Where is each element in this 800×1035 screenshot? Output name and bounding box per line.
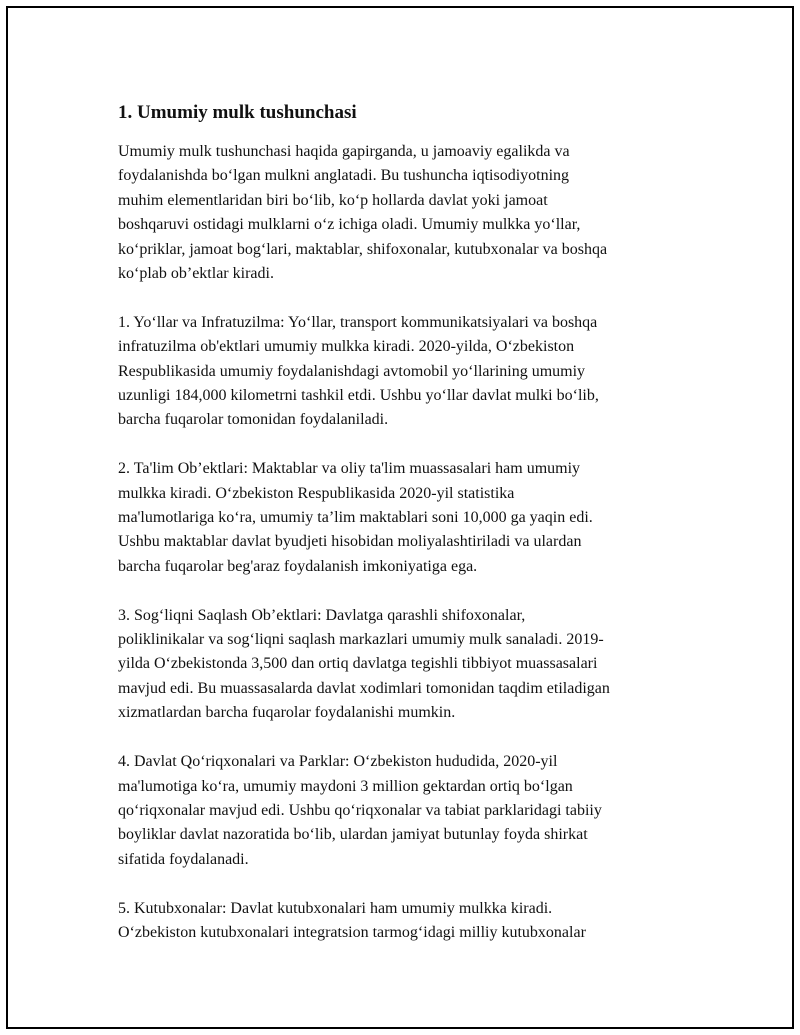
- text-line: xizmatlardan barcha fuqarolar foydalanishi mumkin.: [118, 704, 456, 722]
- text-line: barcha fuqarolar tomonidan foydalaniladi.: [118, 411, 389, 429]
- text-line: ko‘plab ob’ektlar kiradi.: [118, 265, 274, 283]
- text-line: 5. Kutubxonalar: Davlat kutubxonalari ham umumiy mulkka kiradi.: [118, 899, 553, 917]
- text-line: uzunligi 184,000 kilometrni tashkil etdi. Ushbu yo‘llar davlat mulki bo‘lib,: [118, 387, 599, 405]
- paragraph: [118, 140, 693, 286]
- paragraph-list: [118, 140, 693, 945]
- document-body: [118, 100, 693, 970]
- text-line: mulkka kiradi. O‘zbekiston Respublikasida 2020-yil statistika: [118, 484, 515, 502]
- page-frame: [6, 6, 794, 1029]
- text-line: Ushbu maktablar davlat byudjeti hisobidan moliyalashtiriladi va ulardan: [118, 533, 582, 551]
- text-line: mavjud edi. Bu muassasalarda davlat xodimlari tomonidan taqdim etiladigan: [118, 679, 610, 697]
- paragraph: [118, 457, 693, 579]
- paragraph: [118, 750, 693, 872]
- section-title: 1. Umumiy mulk tushunchasi: [118, 102, 357, 123]
- text-line: infratuzilma ob'ektlari umumiy mulkka kiradi. 2020-yilda, O‘zbekiston: [118, 338, 575, 356]
- text-line: ma'lumotlariga ko‘ra, umumiy ta’lim maktablari soni 10,000 ga yaqin edi.: [118, 509, 593, 527]
- text-line: 4. Davlat Qo‘riqxonalari va Parklar: O‘zbekiston hududida, 2020-yil: [118, 753, 558, 771]
- paragraph: [118, 311, 693, 433]
- text-line: barcha fuqarolar beg'araz foydalanish imkoniyatiga ega.: [118, 557, 478, 575]
- text-line: Respublikasida umumiy foydalanishdagi avtomobil yo‘llarining umumiy: [118, 362, 586, 380]
- text-line: Umumiy mulk tushunchasi haqida gapirganda, u jamoaviy egalikda va: [118, 143, 570, 160]
- text-line: 3. Sog‘liqni Saqlash Ob’ektlari: Davlatga qarashli shifoxonalar,: [118, 606, 526, 624]
- text-line: poliklinikalar va sog‘liqni saqlash markazlari umumiy mulk sanaladi. 2019-: [118, 631, 604, 649]
- text-line: sifatida foydalanadi.: [118, 850, 249, 868]
- text-line: yilda O‘zbekistonda 3,500 dan ortiq davlatga tegishli tibbiyot muassasalari: [118, 655, 598, 673]
- text-line: boyliklar davlat nazoratida bo‘lib, ulardan jamiyat butunlay foyda shirkat: [118, 826, 588, 844]
- paragraph: [118, 897, 693, 946]
- text-line: foydalanishda bo‘lgan mulkni anglatadi. Bu tushuncha iqtisodiyotning: [118, 167, 570, 185]
- text-line: ko‘priklar, jamoat bog‘lari, maktablar, shifoxonalar, kutubxonalar va boshqa: [118, 240, 608, 258]
- text-line: 1. Yo‘llar va Infratuzilma: Yo‘llar, transport kommunikatsiyalari va boshqa: [118, 313, 598, 331]
- text-line: 2. Ta'lim Ob’ektlari: Maktablar va oliy ta'lim muassasalari ham umumiy: [118, 460, 581, 478]
- paragraph: [118, 604, 693, 726]
- text-line: qo‘riqxonalar mavjud edi. Ushbu qo‘riqxonalar va tabiat parklaridagi tabiiy: [118, 801, 602, 819]
- text-line: O‘zbekiston kutubxonalari integratsion tarmog‘idagi milliy kutubxonalar: [118, 923, 586, 941]
- text-line: boshqaruvi ostidagi mulklarni o‘z ichiga oladi. Umumiy mulkka yo‘llar,: [118, 216, 581, 234]
- text-line: ma'lumotiga ko‘ra, umumiy maydoni 3 million gektardan ortiq bo‘lgan: [118, 777, 573, 795]
- text-line: muhim elementlaridan biri bo‘lib, ko‘p hollarda davlat yoki jamoat: [118, 191, 548, 209]
